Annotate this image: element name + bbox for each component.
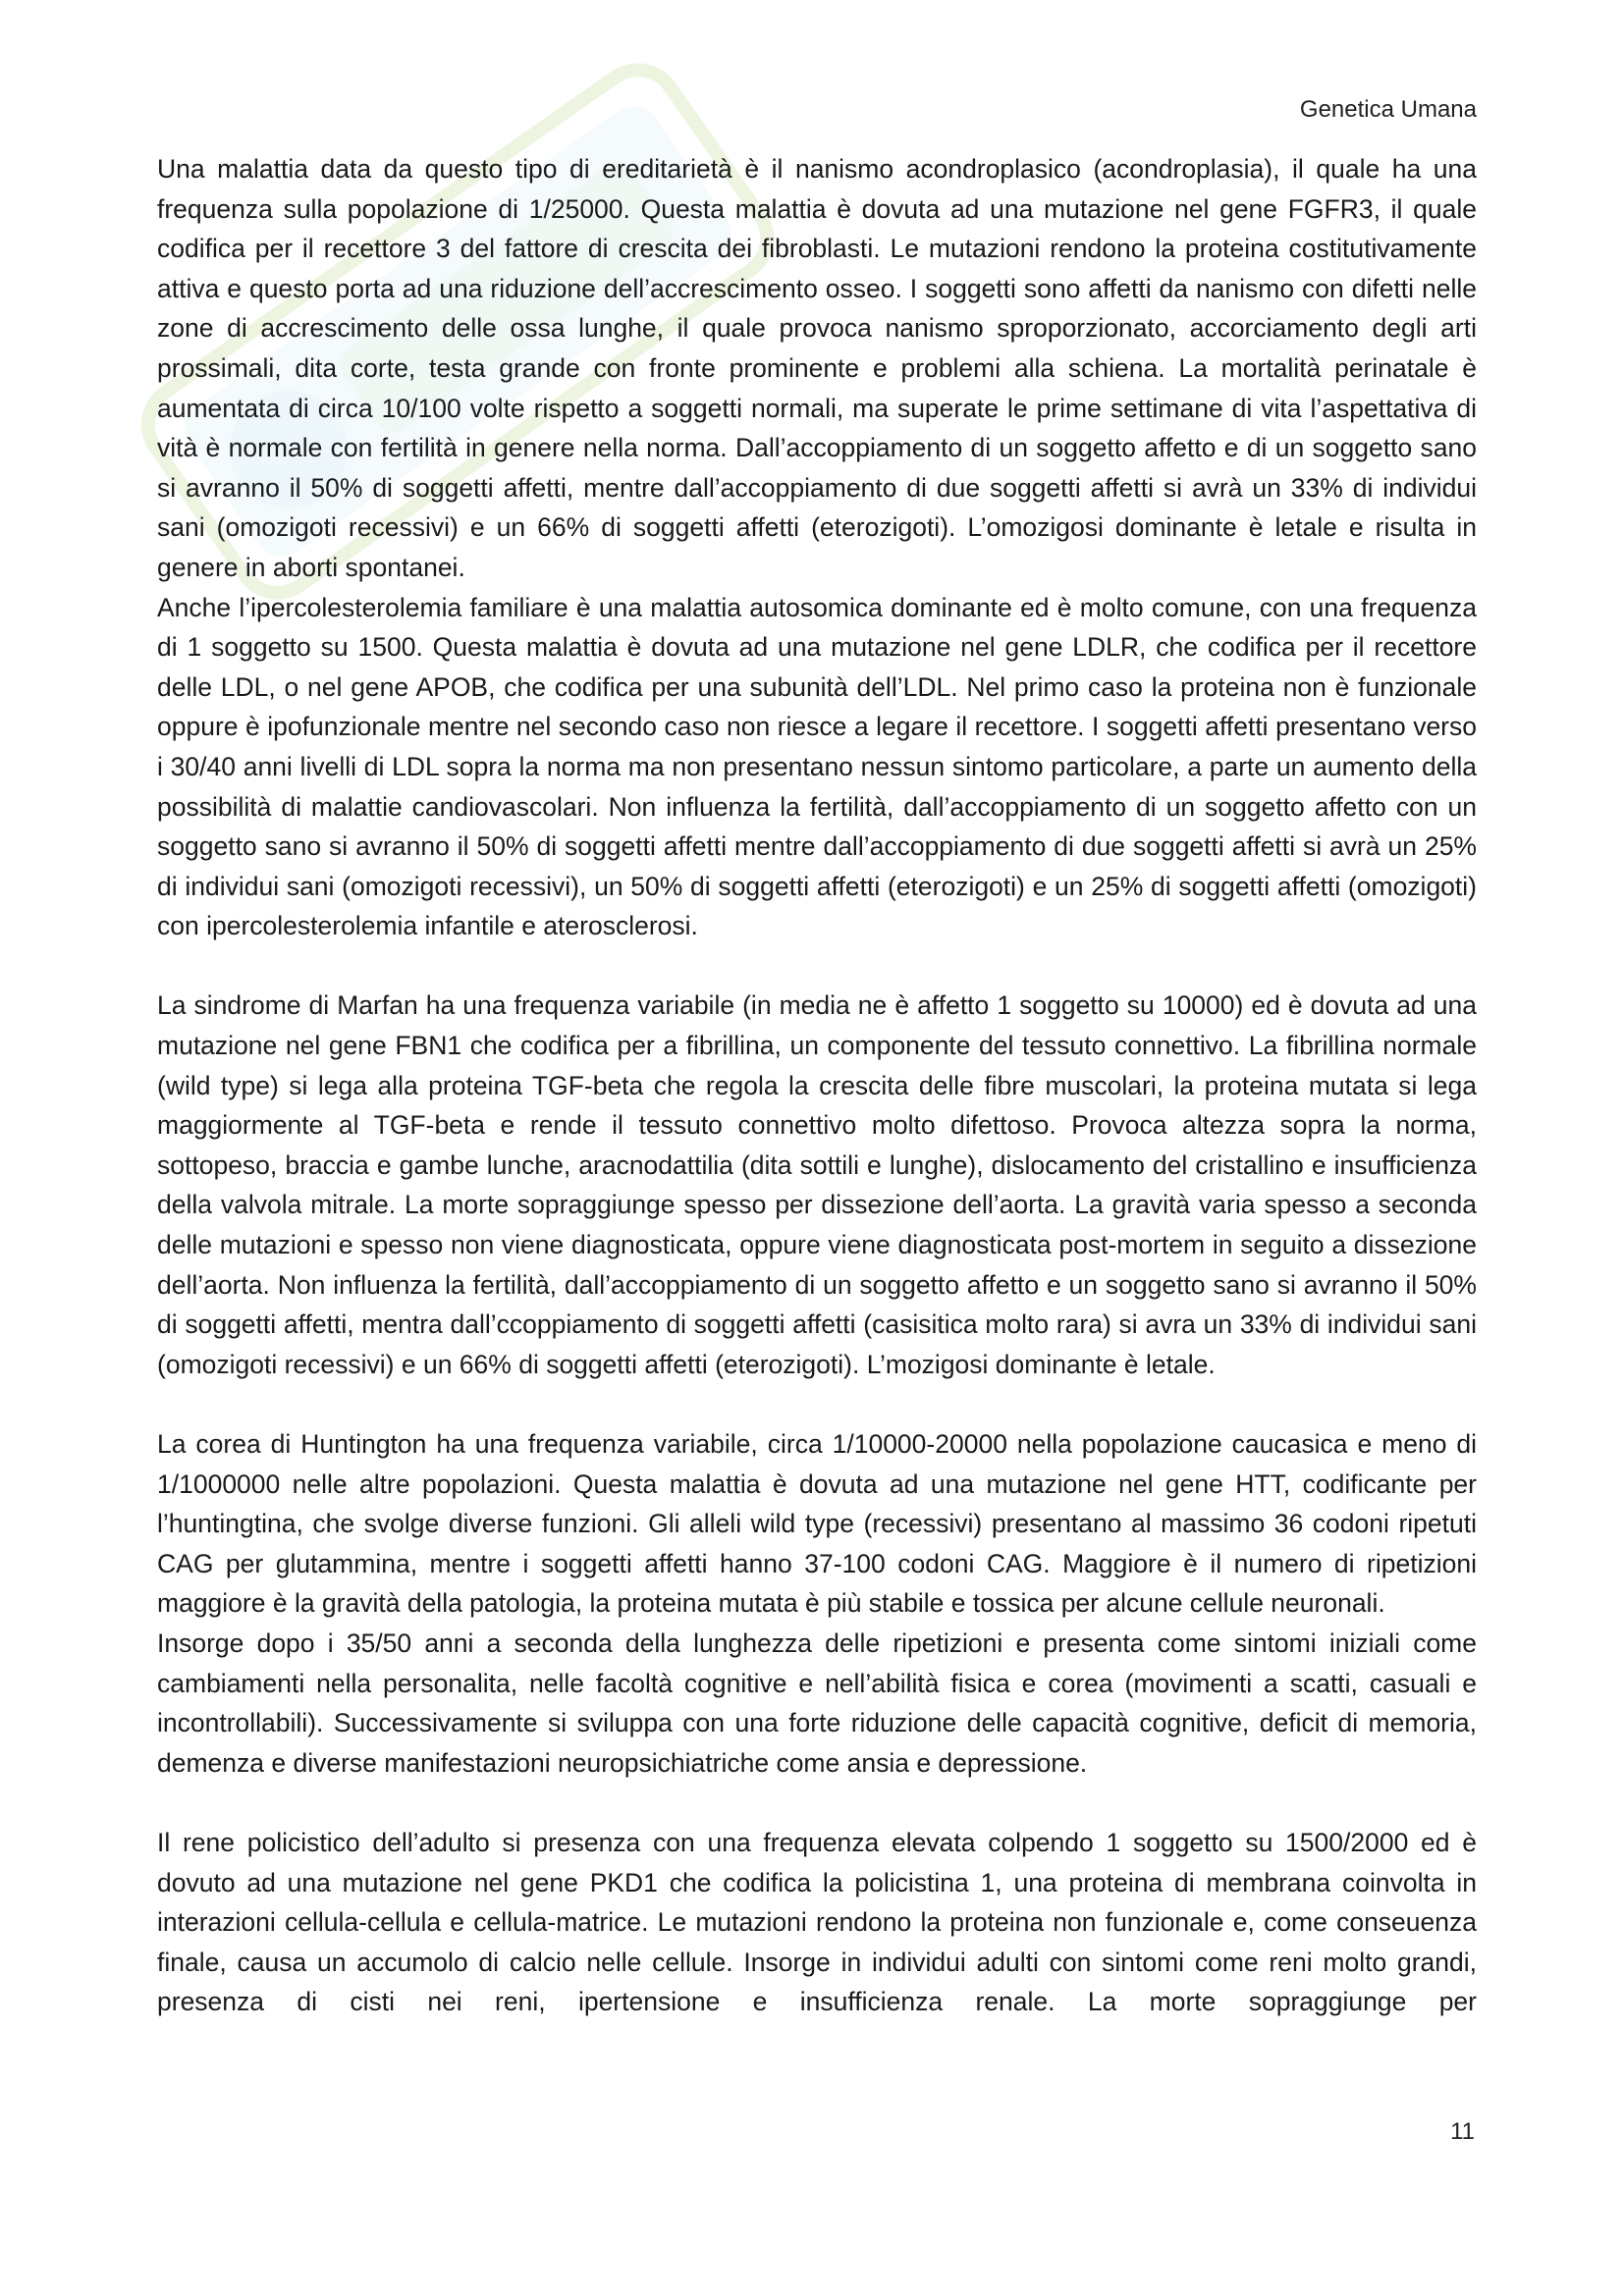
paragraph-rene-policistico: Il rene policistico dell’adulto si presenza con una frequenza elevata colpendo 1 soggetto su 1500/2000 ed è dovuto ad una mutazione nel gene PKD1 che codifica la policistina 1, una proteina di membrana coinvolta in interazioni cellula-cellula e cellula-matrice. Le mutazioni rendono la proteina non funzionale e, come conseuenza finale, causa un accumolo di calcio nelle cellule. Insorge in individui adulti con sintomi come reni molto grandi, presenza di cisti nei reni, ipertensione e insufficienza renale. La morte sopraggiunge per xyxy=(157,1827,1477,2017)
document-body xyxy=(157,149,1477,2022)
page-header: Genetica Umana xyxy=(1299,96,1477,123)
paragraph-huntington-symptoms: Insorge dopo i 35/50 anni a seconda della lunghezza delle ripetizioni e presenta come sintomi iniziali come cambiamenti nella personalita, nelle facoltà cognitive e nell’abilità fisica e corea (movimenti a scatti, casuali e incontrollabili). Successivamente si sviluppa con una forte riduzione delle capacità cognitive, deficit di memoria, demenza e diverse manifestazioni neuropsichiatriche come ansia e depressione. xyxy=(157,1628,1477,1778)
paragraph-marfan: La sindrome di Marfan ha una frequenza variabile (in media ne è affetto 1 soggetto su 10000) ed è dovuta ad una mutazione nel gene FBN1 che codifica per a fibrillina, un componente del tessuto connettivo. La fibrillina normale (wild type) si lega alla proteina TGF-beta che regola la crescita delle fibre muscolari, la proteina mutata si lega maggiormente al TGF-beta e rende il tessuto connettivo molto difettoso. Provoca altezza sopra la norma, sottopeso, braccia e gambe lunche, aracnodattilia (dita sottili e lunghe), dislocamento del cristallino e insufficienza della valvola mitrale. La morte sopraggiunge spesso per dissezione dell’aorta. La gravità varia spesso a seconda delle mutazioni e spesso non viene diagnosticata, oppure viene diagnosticata post-mortem in seguito a dissezione dell’aorta. Non influenza la fertilità, dall’accoppiamento di un soggetto affetto e un soggetto sano si avranno il 50% di soggetti affetti, mentra dall’ccoppiamento di soggetti affetti (casisitica molto rara) si avra un 33% di individui sani (omozigoti recessivi) e un 66% di soggetti affetti (eterozigoti). L’mozigosi dominante è letale. xyxy=(157,990,1477,1379)
paragraph-huntington: La corea di Huntington ha una frequenza variabile, circa 1/10000-20000 nella popolazione caucasica e meno di 1/1000000 nelle altre popolazioni. Questa malattia è dovuta ad una mutazione nel gene HTT, codificante per l’huntingtina, che svolge diverse funzioni. Gli alleli wild type (recessivi) presentano al massimo 36 codoni ripetuti CAG per glutammina, mentre i soggetti affetti hanno 37-100 codoni CAG. Maggiore è il numero di ripetizioni maggiore è la gravità della patologia, la proteina mutata è più stabile e tossica per alcune cellule neuronali. xyxy=(157,1429,1477,1619)
page-number: 11 xyxy=(1450,2118,1475,2145)
paragraph-acondroplasia: Una malattia data da questo tipo di ereditarietà è il nanismo acondroplasico (acondroplasia), il quale ha una frequenza sulla popolazione di 1/25000. Questa malattia è dovuta ad una mutazione nel gene FGFR3, il quale codifica per il recettore 3 del fattore di crescita dei fibroblasti. Le mutazioni rendono la proteina costitutivamente attiva e questo porta ad una riduzione dell’accrescimento osseo. I soggetti sono affetti da nanismo con difetti nelle zone di accrescimento delle ossa lunghe, il quale provoca nanismo sproporzionato, accorciamento degli arti prossimali, dita corte, testa grande con fronte prominente e problemi alla schiena. La mortalità perinatale è aumentata di circa 10/100 volte rispetto a soggetti normali, ma superate le prime settimane di vita l’aspettativa di vità è normale con fertilità in genere nella norma. Dall’accoppiamento di un soggetto affetto e di un soggetto sano si avranno il 50% di soggetti affetti, mentre dall’accoppiamento di due soggetti affetti si avrà un 33% di individui sani (omozigoti recessivi) e un 66% di soggetti affetti (eterozigoti). L’omozigosi dominante è letale e risulta in genere in aborti spontanei. xyxy=(157,154,1477,582)
paragraph-ipercolesterolemia: Anche l’ipercolesterolemia familiare è una malattia autosomica dominante ed è molto comune, con una frequenza di 1 soggetto su 1500. Questa malattia è dovuta ad una mutazione nel gene LDLR, che codifica per il recettore delle LDL, o nel gene APOB, che codifica per una subunità dell’LDL. Nel primo caso la proteina non è funzionale oppure è ipofunzionale mentre nel secondo caso non riesce a legare il recettore. I soggetti affetti presentano verso i 30/40 anni livelli di LDL sopra la norma ma non presentano nessun sintomo particolare, a parte un aumento della possibilità di malattie candiovascolari. Non influenza la fertilità, dall’accoppiamento di un soggetto affetto con un soggetto sano si avranno il 50% di soggetti affetti mentre dall’accoppiamento di due soggetti affetti si avrà un 25% di individui sani (omozigoti recessivi), un 50% di soggetti affetti (eterozigoti) e un 25% di soggetti affetti (omozigoti) con ipercolesterolemia infantile e aterosclerosi. xyxy=(157,592,1477,941)
